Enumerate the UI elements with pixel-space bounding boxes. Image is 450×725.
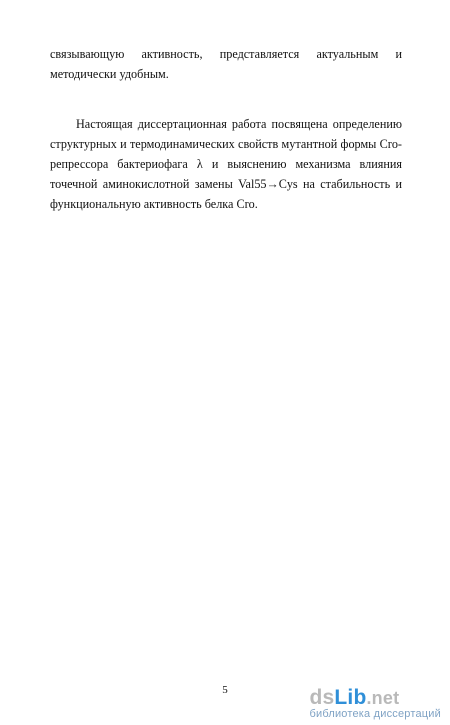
paragraph-continuation: связывающую активность, представляется актуальным и методически удобным.	[50, 47, 402, 81]
watermark-caption: библиотека диссертаций	[309, 708, 441, 720]
logo-net: .net	[366, 688, 400, 708]
dslib-logo	[309, 688, 441, 708]
page-number: 5	[222, 684, 228, 696]
dslib-watermark	[309, 688, 441, 721]
logo-ds: ds	[309, 686, 335, 709]
paragraph-thesis-purpose: Настоящая диссертационная работа посвящена определению структурных и термодинамических свойств мутантной формы Cro-репрессора бактериофага λ и выяснению механизма влияния точечной аминокислотной замены Val55→Cys на стабильность и функциональную активность белка Cro.	[50, 117, 402, 211]
logo-lib: Lib	[334, 686, 367, 709]
